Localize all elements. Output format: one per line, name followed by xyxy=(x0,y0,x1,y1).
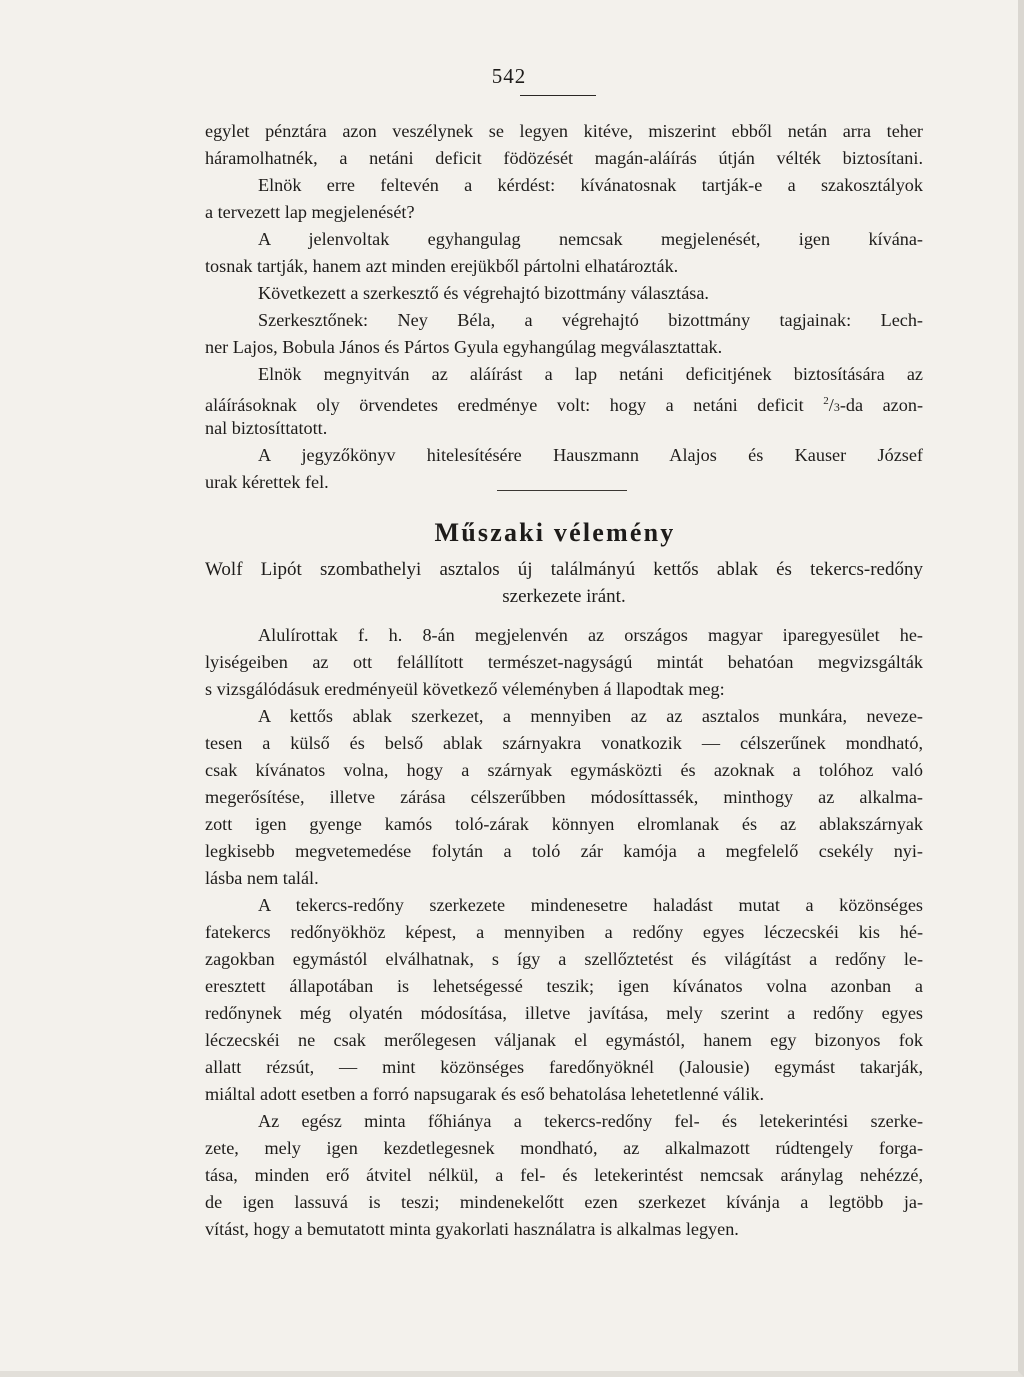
subtitle-block xyxy=(205,556,923,610)
text-line: léczecskéi ne csak merőlegesen váljanak el egymástól, hanem egy bizonyos fok xyxy=(205,1030,923,1050)
text-line: miáltal adott esetben a forró napsugarak és eső behatolása lehetetlenné válik. xyxy=(205,1084,765,1104)
text-line: A jegyzőkönyv hitelesítésére Hauszmann Alajos és Kauser József xyxy=(258,445,923,465)
text-line: csak kívánatos volna, hogy a szárnyak egymásközti és azoknak a tolóhoz való xyxy=(205,760,923,780)
text-segment: aláírásoknak oly örvendetes eredménye volt: hogy a netáni deficit xyxy=(205,395,804,415)
text-line: lyiségeiben az ott felállított természet-nagyságú mintát behatóan megvizsgálták xyxy=(205,652,923,672)
page-number-underline xyxy=(520,95,596,96)
page-number: 542 xyxy=(491,64,527,88)
section-title: Műszaki vélemény xyxy=(434,518,676,547)
text-line: s vizsgálódásuk eredményeül következő véleményben á llapodtak meg: xyxy=(205,679,725,699)
text-line: Elnök erre feltevén a kérdést: kívánatosnak tartják-e a szakosztályok xyxy=(258,175,923,195)
text-line: tása, minden erő átvitel nélkül, a fel- és letekerintést nemcsak aránylag nehézzé, xyxy=(205,1165,923,1185)
text-line: zagokban egymástól elválhatnak, s így a szellőztetést és világítást a redőny le- xyxy=(205,949,923,969)
text-line: redőnynek még olyatén módosítása, illetve javítása, mely szerint a redőny egyes xyxy=(205,1003,923,1023)
text-line: Az egész minta főhiánya a tekercs-redőny fel- és letekerintési szerke- xyxy=(258,1111,923,1131)
text-line: a tervezett lap megjelenését? xyxy=(205,202,415,222)
text-line: urak kérettek fel. xyxy=(205,472,329,492)
text-line: Alulírottak f. h. 8-án megjelenvén az országos magyar iparegyesület he- xyxy=(258,625,923,645)
text-line: vítást, hogy a bemutatott minta gyakorlati használatra is alkalmas legyen. xyxy=(205,1219,739,1239)
fraction-numerator: 2 xyxy=(823,395,829,407)
section-divider xyxy=(497,490,627,491)
text-line: de igen lassuvá is teszi; mindenekelőtt ezen szerkezet kívánja a legtöbb ja- xyxy=(205,1192,923,1212)
text-line: egylet pénztára azon veszélynek se legyen kitéve, miszerint ebből netán arra teher xyxy=(205,121,923,141)
text-line: háramolhatnék, a netáni deficit födözését magán-aláírás útján vélték biztosítani. xyxy=(205,148,923,168)
fraction-denominator: 3 xyxy=(833,400,840,414)
subtitle-line: Wolf Lipót szombathelyi asztalos új találmányú kettős ablak és tekercs-redőny xyxy=(205,559,923,580)
subtitle-line: szerkezete iránt. xyxy=(502,586,626,607)
text-line: tosnak tartják, hanem azt minden erejükből pártolni elhatározták. xyxy=(205,256,679,276)
text-line: Szerkesztőnek: Ney Béla, a végrehajtó bizottmány tagjainak: Lech- xyxy=(258,310,923,330)
text-line: nal biztosíttatott. xyxy=(205,418,328,438)
text-line: zete, mely igen kezdetlegesnek mondható, az alkalmazott rúdtengely forga- xyxy=(205,1138,923,1158)
text-line: Elnök megnyitván az aláírást a lap netáni deficitjének biztosítására az xyxy=(258,364,923,384)
text-line: fatekercs redőnyökhöz képest, a mennyiben a redőny egyes léczecskéi kis hé- xyxy=(205,922,923,942)
text-line: A tekercs-redőny szerkezete mindenesetre haladást mutat a közönséges xyxy=(258,895,923,915)
text-line: lásba nem talál. xyxy=(205,868,319,888)
text-line: A jelenvoltak egyhangulag nemcsak megjelenését, igen kívána- xyxy=(258,229,923,249)
minutes-text-block xyxy=(205,118,923,496)
text-line: zott igen gyenge kamós toló-zárak könnyen elromlanak és az ablakszárnyak xyxy=(205,814,923,834)
text-line: legkisebb megvetemedése folytán a toló zár kamója a megfelelő csekély nyi- xyxy=(205,841,923,861)
text-line: ner Lajos, Bobula János és Pártos Gyula egyhangúlag megválasztattak. xyxy=(205,337,723,357)
text-line: eresztett állapotában is lehetségessé teszik; igen kívánatos volna azonban a xyxy=(205,976,923,996)
text-line: tesen a külső és belső ablak szárnyakra vonatkozik — célszerűnek mondható, xyxy=(205,733,923,753)
text-line: Következett a szerkesztő és végrehajtó bizottmány választása. xyxy=(258,283,709,303)
text-line: megerősítése, illetve zárása célszerűbben módosíttassék, minthogy az alkalma- xyxy=(205,787,923,807)
opinion-text-block xyxy=(205,622,923,1243)
text-line: allatt rézsút, — mint közönséges faredőnyöknél (Jalousie) egymást takarják, xyxy=(205,1057,923,1077)
text-segment: -da azon- xyxy=(839,395,923,415)
text-line: aláírásoknak oly örvendetes eredménye volt: hogy a netáni deficit $^2$/3-da azon- xyxy=(205,395,923,415)
text-line: A kettős ablak szerkezet, a mennyiben az az asztalos munkára, neveze- xyxy=(258,706,923,726)
